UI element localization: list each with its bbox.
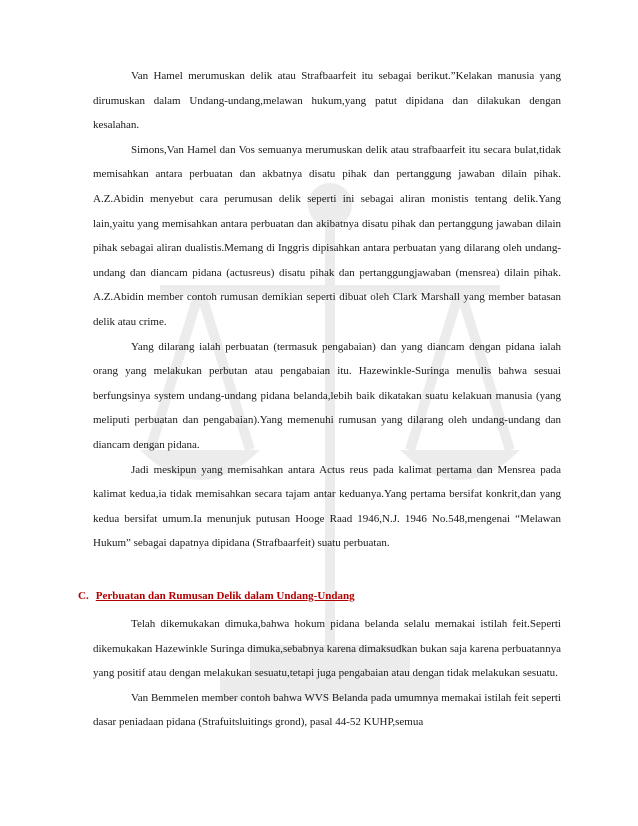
body-text-bottom [93, 612, 561, 735]
paragraph-van-hamel: Van Hamel merumuskan delik atau Strafbaarfeit itu sebagai berikut.”Kelakan manusia yang dirumuskan dalam Undang-undang,melawan hukum,yang patut dipidana dan dilakukan dengan kesalahan. [93, 70, 561, 132]
section-letter: C. [78, 590, 89, 602]
section-title: Perbuatan dan Rumusan Delik dalam Undang-Undang [95, 590, 355, 602]
paragraph-telah: Telah dikemukakan dimuka,bahwa hokum pidana belanda selalu memakai istilah feit.Seperti dikemukakan Hazewinkle Suringa dimuka,sebabnya karena dimaksudkan bukan saja karena perbuatannya yang positif atau dengan melakukan sesuatu,tetapi juga pengabaian atau dengan tidak melakukan sesuatu. [93, 618, 561, 680]
paragraph-jadi: Jadi meskipun yang memisahkan antara Actus reus pada kalimat pertama dan Mensrea pada kalimat kedua,ia tidak memisahkan secara tajam antar keduanya.Yang pertama bersifat konkrit,dan yang kedua bersifat umum.Ia menunjuk putusan Hooge Raad 1946,N.J. 1946 No.548,mengenai “Melawan Hukum” sebagai dapatnya dipidana (Strafbaarfeit) suatu perbuatan. [93, 463, 561, 550]
body-text-top [93, 64, 561, 556]
paragraph-dilarang: Yang dilarang ialah perbuatan (termasuk pengabaian) dan yang diancam dengan pidana ialah orang yang melakukan perbutan atau pengabaian itu. Hazewinkle-Suringa menulis bahwa sesuai berfungsinya system undang-undang pidana belanda,lebih baik dikatakan suatu kelakuan manusia (yang meliputi perbuatan dan pengabaian).Yang memenuhi rumusan yang dilarang oleh undang-undang dan diancam dengan pidana. [93, 340, 561, 451]
section-heading [78, 586, 568, 606]
paragraph-simons: Simons,Van Hamel dan Vos semuanya merumuskan delik atau strafbaarfeit itu secara bulat,tidak memisahkan antara perbuatan dan akbatnya disatu pihak dan pertanggung jawaban dilain pihak. A.Z.Abidin menyebut cara perumusan delik seperti ini sebagai aliran monistis tentang delik.Yang lain,yaitu yang memisahkan antara perbuatan dan akibatnya disatu pihak dan pertanggung jawaban dilain pihak sebagai aliran dualistis.Memang di Inggris dipisahkan antara perbuatan yang dilarang oleh undang-undang dan diancam pidana (actusreus) disatu pihak dan pertanggungjawaban (mensrea) dilain pihak. A.Z.Abidin member contoh rumusan demikian seperti dibuat oleh Clark Marshall yang member batasan delik atau crime. [93, 143, 561, 328]
paragraph-van-bemmelen: Van Bemmelen member contoh bahwa WVS Belanda pada umumnya memakai istilah feit seperti dasar peniadaan pidana (Strafuitsluitings grond), pasal 44-52 KUHP,semua [93, 691, 561, 729]
